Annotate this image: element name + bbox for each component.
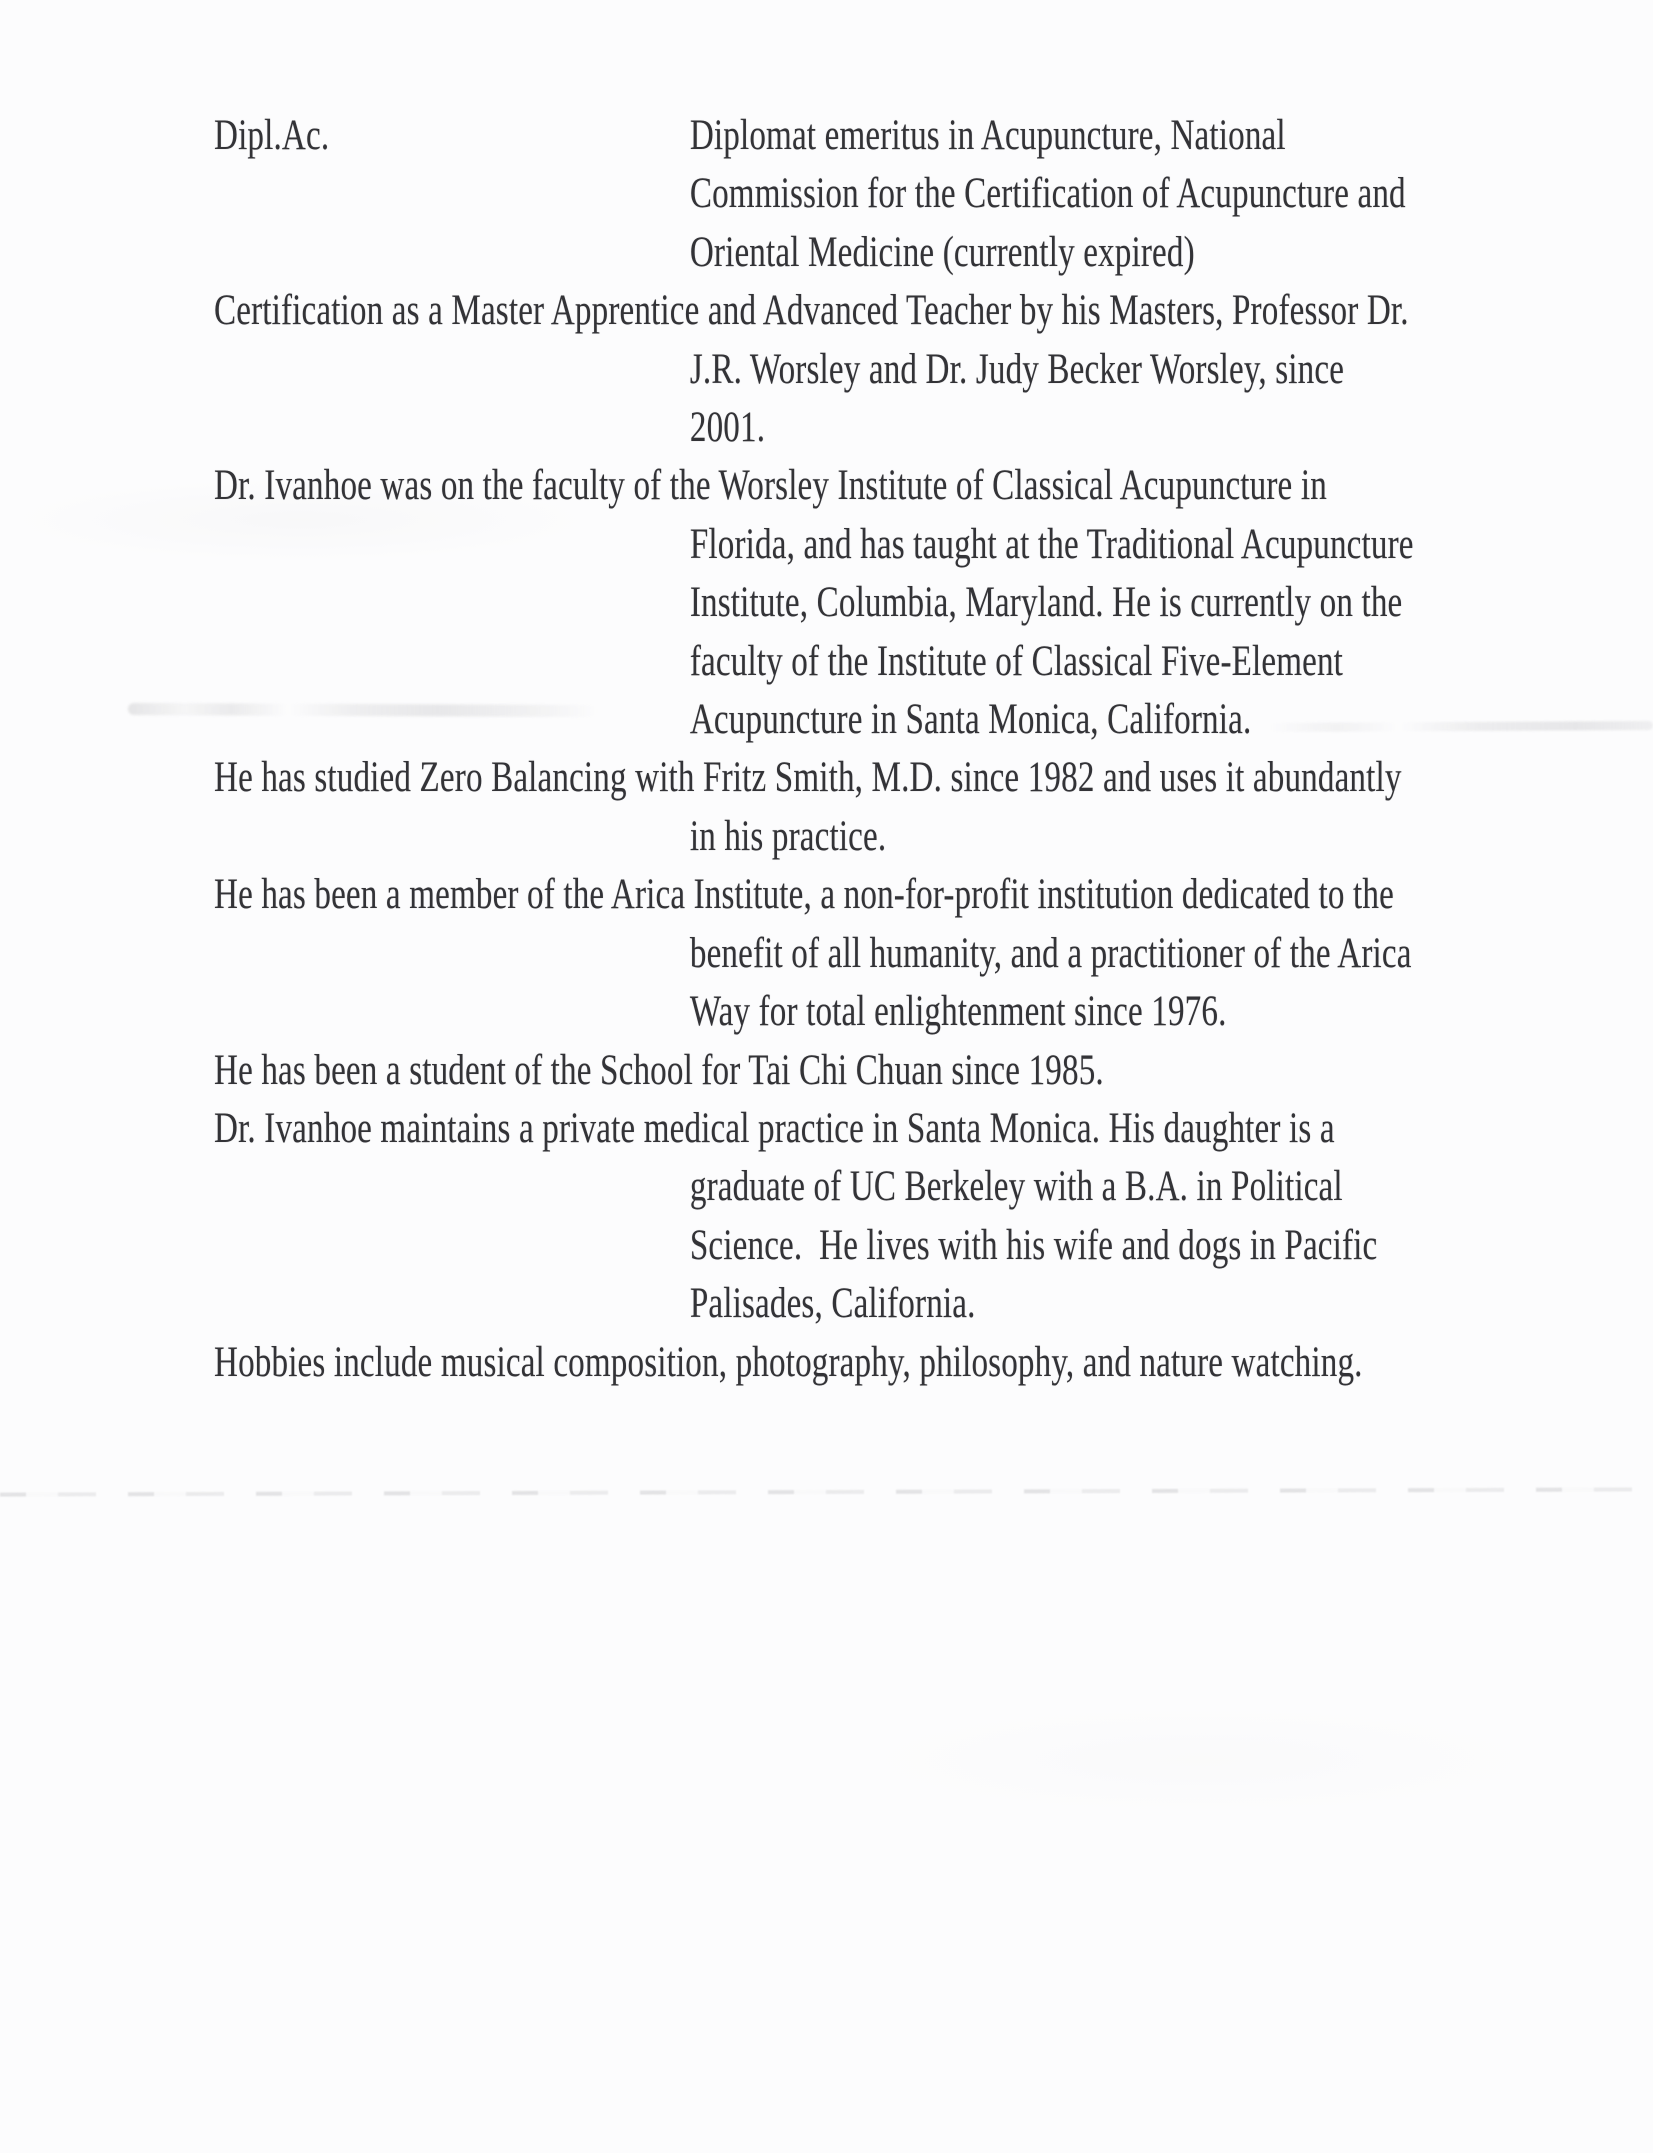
bio-line: in his practice. — [689, 812, 887, 860]
bio-line — [214, 107, 1653, 165]
bio-line: faculty of the Institute of Classical Five-Element — [689, 637, 1344, 685]
bio-line: Dr. Ivanhoe maintains a private medical practice in Santa Monica. His daughter is a — [214, 1104, 1335, 1152]
bio-line: Oriental Medicine (currently expired) — [689, 228, 1195, 276]
bio-text-block — [214, 107, 1653, 1392]
bio-line: Acupuncture in Santa Monica, California. — [689, 696, 1252, 744]
bio-line: Science. He lives with his wife and dogs in Pacific — [689, 1221, 1378, 1269]
credential-description: Diplomat emeritus in Acupuncture, National — [689, 112, 1286, 159]
bio-line: Institute, Columbia, Maryland. He is currently on the — [689, 579, 1403, 627]
bio-line: Florida, and has taught at the Traditional Acupuncture — [689, 520, 1414, 568]
bio-line: J.R. Worsley and Dr. Judy Becker Worsley, since — [689, 345, 1345, 393]
bio-line: benefit of all humanity, and a practitioner of the Arica — [689, 929, 1412, 977]
bio-line: He has studied Zero Balancing with Fritz Smith, M.D. since 1982 and uses it abundantly — [214, 754, 1402, 802]
bio-line: He has been a member of the Arica Institute, a non-for-profit institution dedicated to the — [214, 871, 1394, 919]
credential-label: Dipl.Ac. — [214, 112, 330, 159]
bio-line: Certification as a Master Apprentice and Advanced Teacher by his Masters, Professor Dr. — [214, 287, 1409, 335]
bio-line: Hobbies include musical composition, photography, philosophy, and nature watching. — [214, 1338, 1363, 1386]
bio-line: Way for total enlightenment since 1976. — [689, 988, 1227, 1036]
bio-line: Commission for the Certification of Acupuncture and — [689, 170, 1406, 218]
bio-line: Dr. Ivanhoe was on the faculty of the Worsley Institute of Classical Acupuncture in — [214, 462, 1327, 510]
bio-line: Palisades, California. — [689, 1280, 976, 1328]
bio-line: He has been a student of the School for Tai Chi Chuan since 1985. — [214, 1046, 1104, 1094]
bio-line: graduate of UC Berkeley with a B.A. in Political — [689, 1163, 1343, 1211]
bio-line: 2001. — [689, 404, 766, 452]
scan-crease-bottom — [0, 1487, 1653, 1496]
